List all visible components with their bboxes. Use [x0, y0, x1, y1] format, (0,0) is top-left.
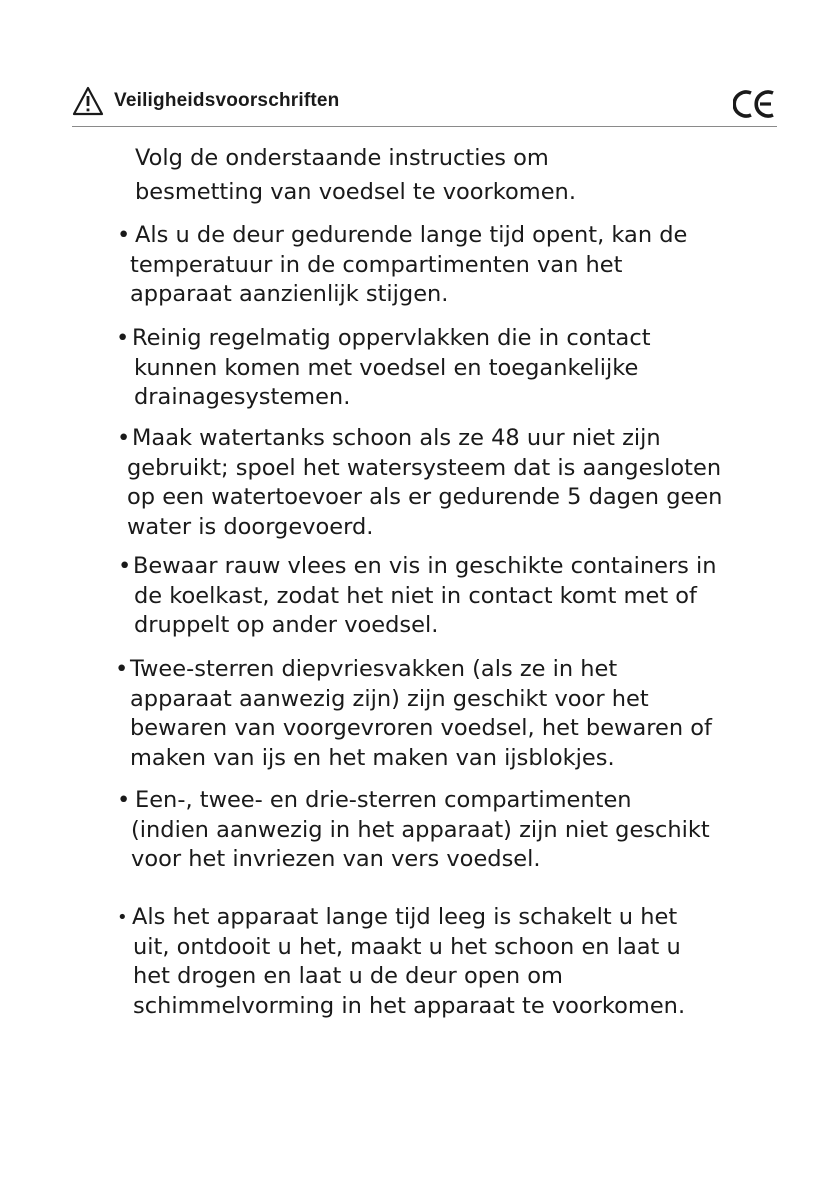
ce-mark-icon — [733, 88, 777, 120]
bullet-dot: • — [118, 553, 132, 579]
bullet-line: de koelkast, zodat het niet in contact komt met of — [134, 582, 697, 609]
bullet-line: uit, ontdooit u het, maakt u het schoon en laat u — [133, 933, 681, 960]
bullet-line: Reinig regelmatig oppervlakken die in contact — [132, 325, 651, 351]
bullet-line: schimmelvorming in het apparaat te voorkomen. — [133, 992, 686, 1019]
safety-bullet — [117, 903, 685, 1021]
bullet-line: water is doorgevoerd. — [127, 513, 374, 540]
bullet-line: Als u de deur gedurende lange tijd opent, kan de — [135, 222, 688, 248]
bullet-line: kunnen komen met voedsel en toegankelijke — [134, 354, 639, 381]
bullet-line: Bewaar rauw vlees en vis in geschikte containers in — [133, 553, 717, 579]
intro-line: besmetting van voedsel te voorkomen. — [135, 178, 576, 205]
bullet-dot: • — [117, 787, 131, 813]
bullet-line: Twee-sterren diepvriesvakken (als ze in het — [130, 656, 618, 682]
bullet-line: bewaren van voorgevroren voedsel, het bewaren of — [130, 715, 712, 741]
bullet-line: (indien aanwezig in het apparaat) zijn niet geschikt — [131, 816, 710, 843]
bullet-line: apparaat aanwezig zijn) zijn geschikt voor het — [130, 685, 649, 712]
bullet-line: Maak watertanks schoon als ze 48 uur niet zijn — [132, 425, 661, 451]
bullet-line: op een watertoevoer als er gedurende 5 dagen geen — [127, 484, 723, 510]
bullet-line: maken van ijs en het maken van ijsblokjes. — [130, 744, 615, 771]
bullet-dot: • — [117, 425, 131, 451]
page-header — [72, 84, 777, 127]
bullet-dot: • — [117, 907, 128, 928]
bullet-line: Als het apparaat lange tijd leeg is schakelt u het — [132, 904, 678, 930]
bullet-line: drainagesystemen. — [134, 384, 351, 410]
intro-line: Volg de onderstaande instructies om — [135, 145, 549, 171]
bullet-dot: • — [117, 222, 131, 248]
safety-bullet — [118, 552, 717, 641]
bullet-dot: • — [115, 656, 129, 682]
bullet-line: apparaat aanzienlijk stijgen. — [130, 281, 449, 307]
safety-bullet — [117, 424, 722, 542]
bullet-line: Een-, twee- en drie-sterren compartimenten — [135, 787, 632, 813]
bullet-line: gebruikt; spoel het watersysteem dat is aangesloten — [127, 454, 722, 481]
page-title: Veiligheidsvoorschriften — [114, 90, 340, 111]
safety-bullet — [117, 221, 687, 310]
warning-triangle-icon — [72, 86, 104, 116]
intro-paragraph — [135, 144, 576, 207]
bullet-line: het drogen en laat u de deur open om — [133, 963, 563, 989]
safety-bullet — [116, 324, 651, 413]
bullet-dot: • — [116, 325, 130, 351]
bullet-line: voor het invriezen van vers voedsel. — [131, 846, 541, 872]
bullet-line: druppelt op ander voedsel. — [134, 612, 439, 638]
safety-bullet — [115, 655, 712, 773]
bullet-line: temperatuur in de compartimenten van het — [130, 251, 623, 278]
safety-bullet — [117, 786, 710, 875]
